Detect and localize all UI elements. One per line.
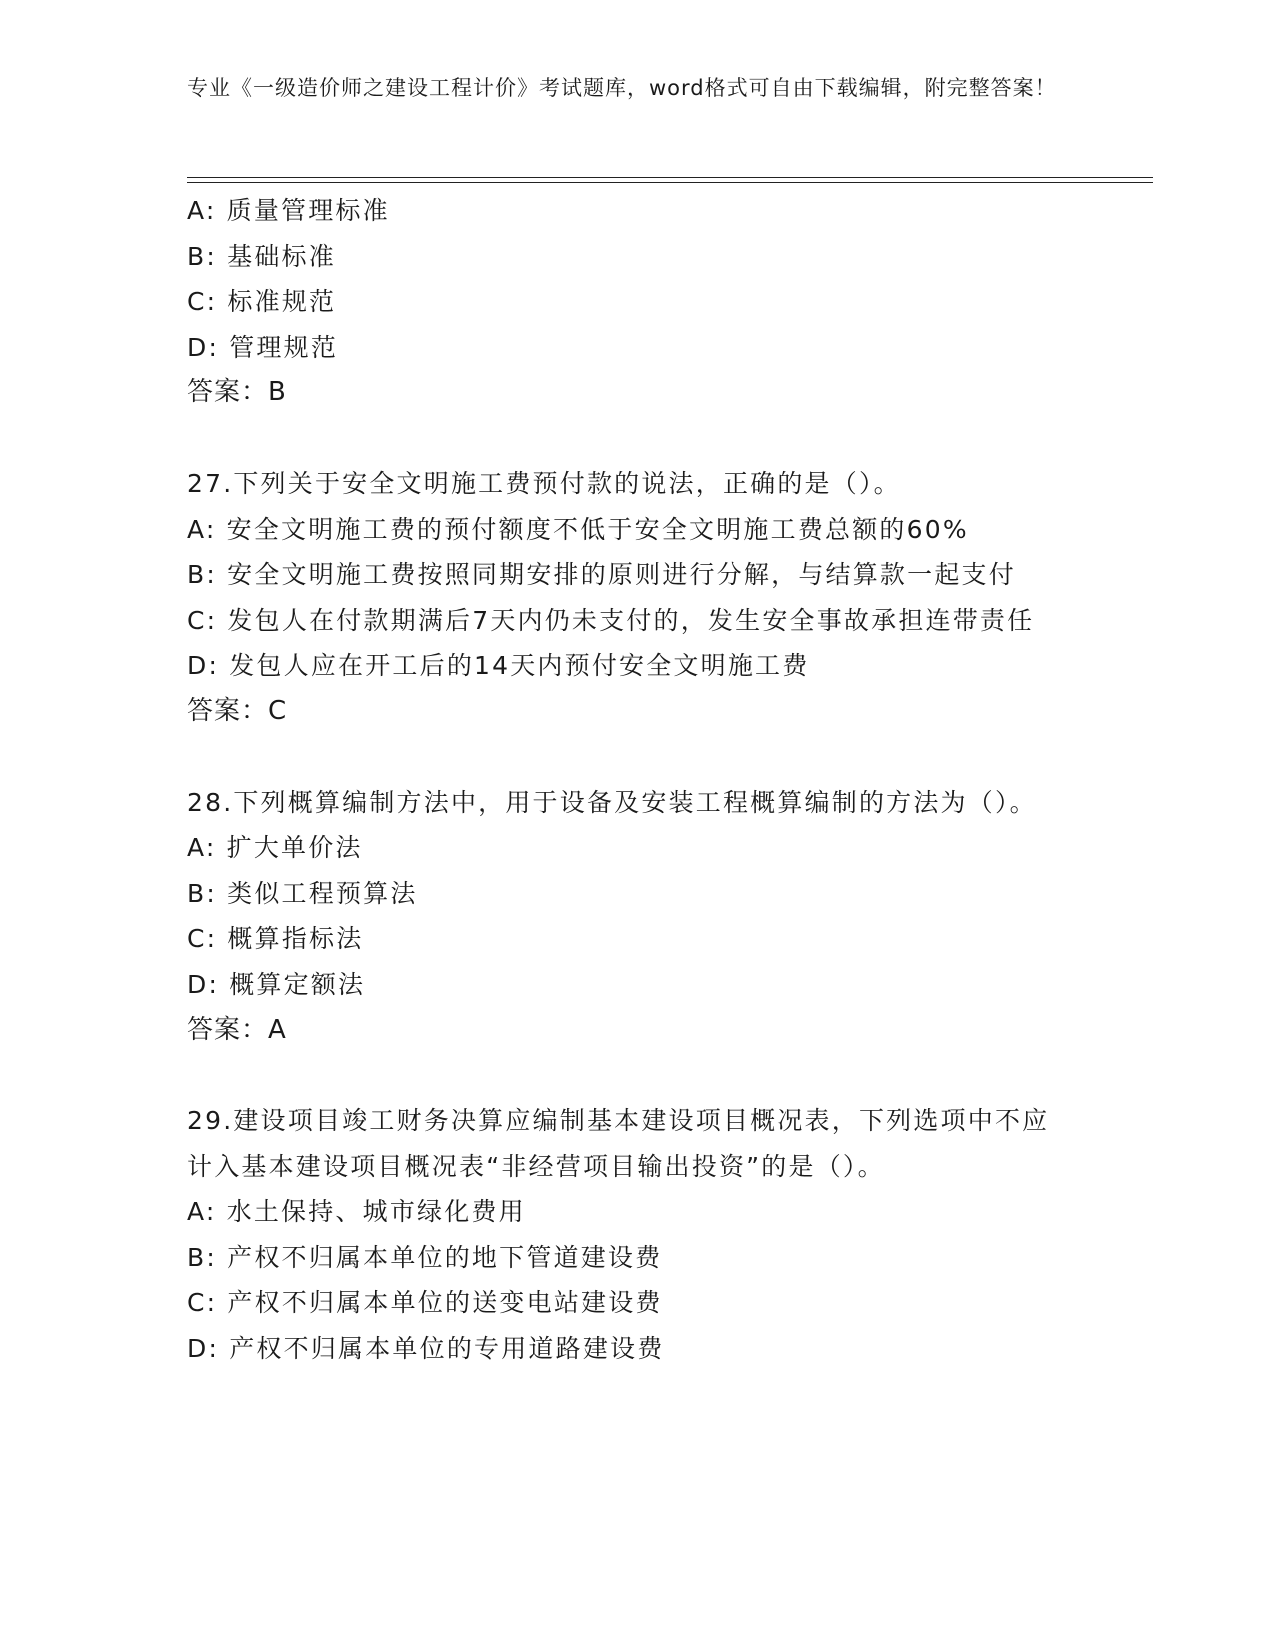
option-a: A: 质量管理标准 bbox=[187, 196, 390, 225]
option-b: B: 基础标准 bbox=[187, 241, 336, 271]
question-stem: 27.下列关于安全文明施工费预付款的说法，正确的是（）。 bbox=[187, 468, 901, 498]
document-body bbox=[187, 188, 1087, 1372]
option-a: A: 水土保持、城市绿化费用 bbox=[187, 1197, 526, 1227]
header-rule-bottom bbox=[187, 182, 1153, 183]
question-stem: 28.下列概算编制方法中，用于设备及安装工程概算编制的方法为（）。 bbox=[187, 787, 1037, 817]
question-block-28 bbox=[187, 780, 1087, 1054]
option-d: D: 管理规范 bbox=[187, 332, 339, 362]
option-b: B: 类似工程预算法 bbox=[187, 878, 418, 908]
header-rule-top bbox=[187, 177, 1153, 178]
option-d: D: 发包人应在开工后的14天内预付安全文明施工费 bbox=[187, 651, 810, 681]
answer-line: 答案：A bbox=[187, 1014, 287, 1045]
option-c: C: 产权不归属本单位的送变电站建设费 bbox=[187, 1288, 663, 1318]
option-c: C: 标准规范 bbox=[187, 287, 337, 317]
answer-line: 答案：B bbox=[187, 377, 287, 408]
option-d: D: 产权不归属本单位的专用道路建设费 bbox=[187, 1334, 665, 1364]
option-d: D: 概算定额法 bbox=[187, 969, 366, 999]
document-header: 专业《一级造价师之建设工程计价》考试题库，word格式可自由下载编辑，附完整答案！ bbox=[187, 76, 1057, 100]
question-block-27 bbox=[187, 461, 1087, 735]
option-c: C: 概算指标法 bbox=[187, 924, 364, 954]
option-a: A: 安全文明施工费的预付额度不低于安全文明施工费总额的60% bbox=[187, 514, 969, 544]
option-a: A: 扩大单价法 bbox=[187, 833, 363, 863]
question-stem: 29.建设项目竣工财务决算应编制基本建设项目概况表，下列选项中不应计入基本建设项目概况表“非经营项目输出投资”的是（）。 bbox=[187, 1106, 1050, 1181]
answer-line: 答案：C bbox=[187, 695, 288, 726]
option-b: B: 产权不归属本单位的地下管道建设费 bbox=[187, 1242, 663, 1272]
option-c: C: 发包人在付款期满后7天内仍未支付的，发生安全事故承担连带责任 bbox=[187, 605, 1035, 635]
question-block-29 bbox=[187, 1098, 1087, 1372]
option-b: B: 安全文明施工费按照同期安排的原则进行分解，与结算款一起支付 bbox=[187, 560, 1016, 590]
question-block-26 bbox=[187, 188, 1087, 416]
